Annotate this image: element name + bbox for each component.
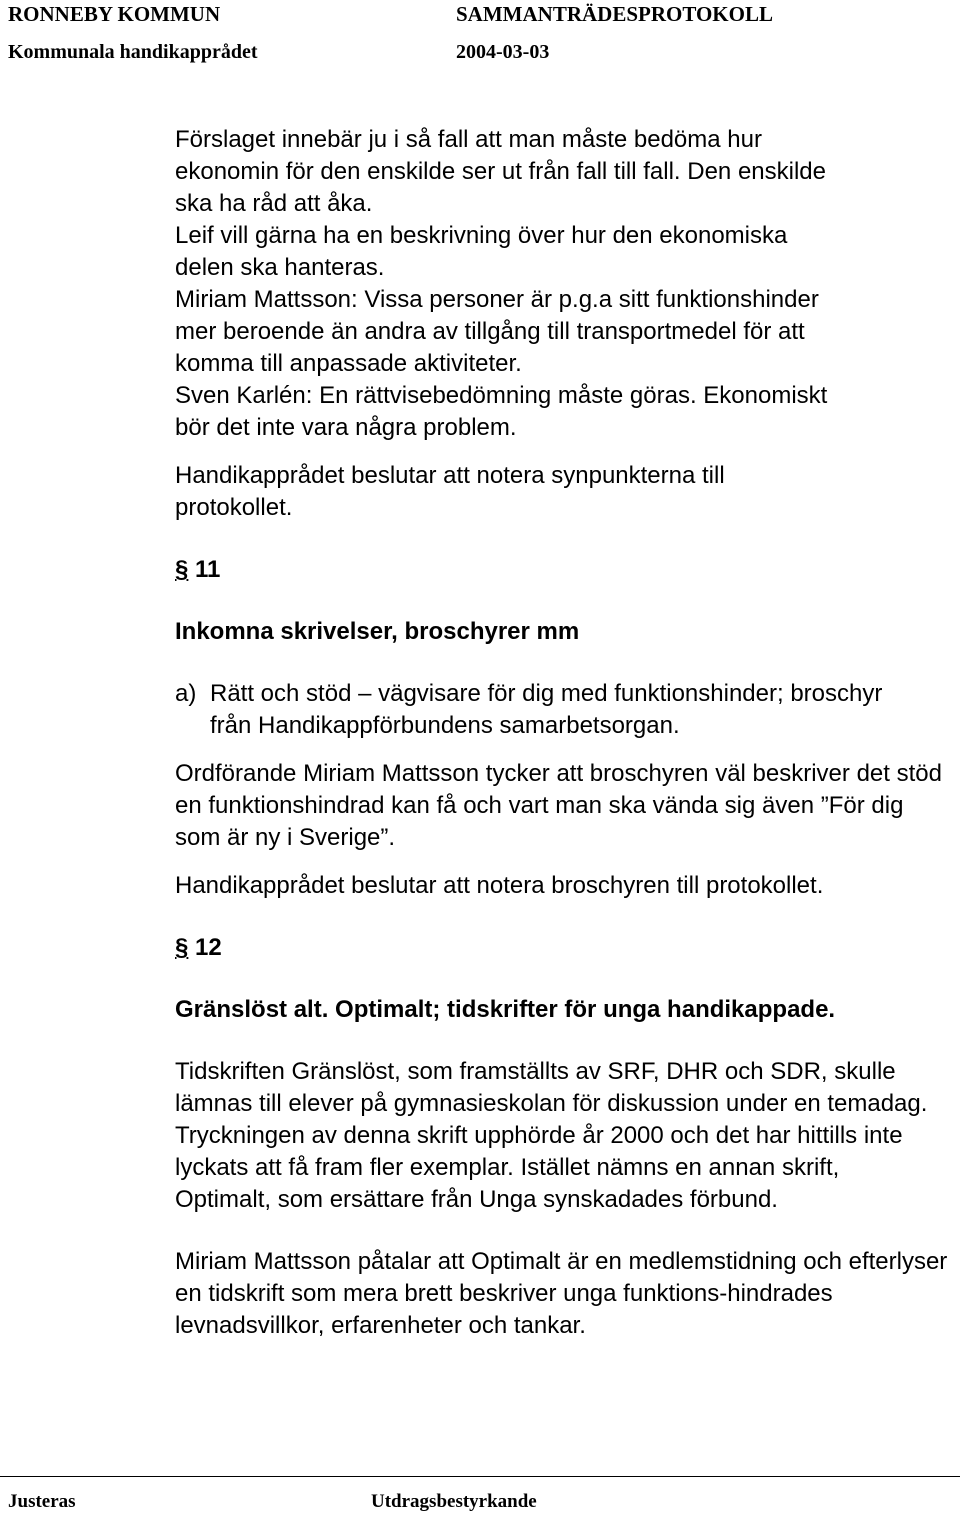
section-heading: Inkomna skrivelser, broschyrer mm: [175, 618, 580, 645]
section-heading: Gränslöst alt. Optimalt; tidskrifter för unga handikappade.: [175, 996, 836, 1023]
page-header: [8, 0, 948, 66]
text-line: Förslaget innebär ju i så fall att man måste bedöma hur: [175, 126, 762, 153]
list-item-label: a): [175, 680, 197, 707]
header-date: 2004-03-03: [456, 41, 550, 63]
page-footer: [0, 1476, 960, 1512]
text-line: ska ha råd att åka.: [175, 190, 373, 217]
footer-justeras: Justeras: [8, 1491, 76, 1512]
discussion-paragraph: [175, 124, 955, 444]
section-number-value: 12: [195, 934, 222, 961]
section-number: [175, 554, 955, 586]
list-item: [175, 678, 955, 742]
text-line: Leif vill gärna ha en beskrivning över hur den ekonomiska: [175, 222, 788, 249]
header-body: Kommunala handikapprådet: [8, 41, 258, 63]
body-paragraph: Ordförande Miriam Mattsson tycker att broschyren väl beskriver det stöd en funktionshindrad kan få och vart man ska vända sig även ”För dig som är ny i Sverige”.: [175, 760, 942, 851]
header-doc-type: SAMMANTRÄDESPROTOKOLL: [456, 2, 773, 26]
header-row-2: [8, 39, 948, 66]
section-number-value: 11: [195, 556, 221, 583]
text-line: ekonomin för den enskilde ser ut från fall till fall. Den enskilde: [175, 158, 826, 185]
footer-utdragsbestyrkande: Utdragsbestyrkande: [371, 1491, 537, 1512]
section-symbol: §: [175, 934, 189, 961]
section-symbol: §: [175, 556, 189, 583]
text-line: Sven Karlén: En rättvisebedömning måste göras. Ekonomiskt: [175, 382, 828, 409]
body-paragraph: Miriam Mattsson påtalar att Optimalt är en medlemstidning och efterlyser en tidskrift som mera brett beskriver unga funktions-hindrades levnadsvillkor, erfarenheter och tankar.: [175, 1248, 948, 1339]
section-number: [175, 932, 955, 964]
text-line: bör det inte vara några problem.: [175, 414, 517, 441]
text-line: delen ska hanteras.: [175, 254, 385, 281]
text-line: komma till anpassade aktiviteter.: [175, 350, 522, 377]
text-line: mer beroende än andra av tillgång till transportmedel för att: [175, 318, 805, 345]
document-body: [175, 124, 955, 1342]
header-row-1: [8, 1, 948, 28]
text-line: Miriam Mattsson: Vissa personer är p.g.a sitt funktionshinder: [175, 286, 819, 313]
list-item-text: Rätt och stöd – vägvisare för dig med funktionshinder; broschyr från Handikappförbundens samarbetsorgan.: [210, 680, 883, 739]
body-paragraph: Tidskriften Gränslöst, som framställts av SRF, DHR och SDR, skulle lämnas till elever på gymnasieskolan för diskussion under en temadag. Tryckningen av denna skrift upphörde år 2000 och det har hittills inte lyckats att få fram fler exemplar. Istället nämns en annan skrift, Optimalt, som ersättare från Unga synskadades förbund.: [175, 1058, 928, 1213]
header-org: RONNEBY KOMMUN: [8, 2, 221, 26]
decision-text: Handikapprådet beslutar att notera synpunkterna till protokollet.: [175, 462, 725, 521]
decision-text: Handikapprådet beslutar att notera broschyren till protokollet.: [175, 872, 824, 899]
